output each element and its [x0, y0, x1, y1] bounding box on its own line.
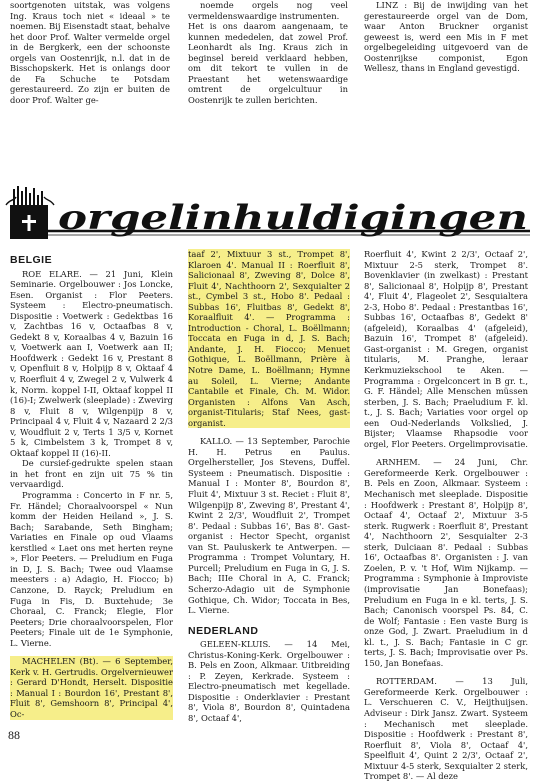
- column-2: [188, 249, 350, 724]
- entry-geleen-kluis: GELEEN-KLUIS. — 14 Mei, Christus-Koning-Kerk. Orgelbouwer : B. Pels en Zoon, Alkmaar. Uitbreiding : P. Zeyen, Kerkrade. Systeem : Electro-pneumatisch met kegellade. Dispositie : Onderklavier : Prestant 8', Viola 8', Bourdon 8', Quintadena 8', Octaaf 4',: [188, 639, 350, 723]
- entry-rotterdam: ROTTERDAM. — 13 Juli, Gereformeerde Kerk. Orgelbouwer : L. Verschueren C. V., Heijthuijsen. Adviseur : Dirk Jansz. Zwart. Systeem : Mechanisch met sleeplade. Dispositie : Hoofdwerk : Prestant 8', Roerfluit 8', Viola 8', Octaaf 4', Speelfluit 4', Quint 2 2/3', Octaaf 2', Mixtuur 4-5 sterk, Sexquialter 2 sterk, Trompet 8'. — Al deze: [364, 676, 528, 782]
- banner-title: orgelinhuldigingen: [58, 198, 528, 238]
- banner-artwork: [0, 185, 537, 245]
- column-1: [10, 249, 173, 720]
- top-column-3: [364, 0, 528, 74]
- entry-machelen-continued: taaf 2', Mixtuur 3 st., Trompet 8', Klaroen 4'. Manual II : Roerfluit 8', Salicionaal 8', Zweving 8', Dolce 8', Fluit 4', Nachthoorn 2', Sexquialter 2 st., Cymbel 3 st., Hobo 8'. Pedaal : Subbas 16', Fluitbas 8', Gedekt 8', Koraalfluit 4'. — Programma : Introduction - Choral, L. Boëllmann; Toccata en Fuga in d, J. S. Bach; Andante, J. H. Fiocco; Menuet Gothique, L. Boëllmann, Prière à Notre Dame, L. Boëllmann; Hymne au Soleil, L. Vierne; Andante Cantabile et Finale, Ch. M. Widor. Organisten : Alfons Van Asch, organist-Titularis; Staf Nees, gast-organist.: [188, 249, 350, 428]
- entry-geleen-continued: Roerfluit 4', Kwint 2 2/3', Octaaf 2', Mixtuur 2-5 sterk, Trompet 8'. Bovenklavier (in zwelkast) : Prestant 8', Salicionaal 8', Holpijp 8', Prestant 4', Fluit 4', Flageolet 2', Sesquialtera 2-3, Hobo 8'. Pedaal : Prestantbas 16', Subbas 16', Octaafbas 8', Gedekt 8' (afgeleid), Koraalbas 4' (afgeleid), Bazuin 16', Trompet 8' (afgeleid). Gast-organist : M. Gregen, organist titularis, M. Pranghe, leraar Kerkmuziekschool te Aken. — Programma : Orgelconcert in B gr. t., G. F. Händel; Alle Menschen müssen sterben, J. S. Bach; Praeludium F. kl. t., J. S. Bach; Variaties voor orgel op een Oud-Nederlands Volkslied, J. Bijster; Vlaamse Rhapsodie voor orgel, Flor Peeters. Orgelimprovisatie.: [364, 249, 528, 449]
- entry-roeselare: ROE ELARE. — 21 Juni, Klein Seminarie. Orgelbouwer : Jos Loncke, Esen. Organist : Flor Peeters. Systeem : Electro-pneumatisch. Dispositie : Voetwerk : Gedektbas 16 v, Zachtbas 16 v, Octaafbas 8 v, Gedekt 8 v, Koraalbas 4 v, Bazuin 16 v, Voetwerk aan I, Voetwerk aan II; Hoofdwerk : Gedekt 16 v, Prestant 8 v, Openfluit 8 v, Holpijp 8 v, Oktaaf 4 v, Roerfluit 4 v, Zwegel 2 v, Vulwerk 4 k, Norm. koppel I-II, Oktaaf koppel II (16)-I; Zwelwerk (sleeplade) : Zwevirg 8 v, Fluit 8 v, Wilgenpijp 8 v, Principaal 4 v, Fluit 4 v, Nazaard 2 2/3 v, Woudfluit 2 v, Terts 1 3/5 v, Kornet 5 k, Cimbelstem 3 k, Trompet 8 v, Oktaaf koppel II (16)-II.: [10, 268, 173, 458]
- entry-arnhem: ARNHEM. — 24 Juni, Chr. Gereformeerde Kerk. Orgelbouwer : B. Pels en Zoon, Alkmaar. Systeem : Mechanisch met sleeplade. Dispositie : Hoofdwerk : Prestant 8', Holpijp 8', Octaaf 4', Octaaf 2', Mixtuur 3-5 sterk. Rugwerk : Roerfluit 8', Prestant 4', Nachthoorn 2', Sesquialter 2-3 sterk, Dulciaan 8'. Pedaal : Subbas 16', Octaafbas 8'. Organisten : J. van Zoelen, P. v. 't Hof, Wim Nijkamp. — Programma : Symphonie à Improviste (improvisatie Jan Bonefaas); Preludium en Fuga in e kl. terts, J. S. Bach; Canonisch voorspel Ps. 84, C. de Wolf; Fantasie : Een vaste Burg is onze God, J. Zwart. Praeludium in d kl. t., J. S. Bach; Fantasie in C gr. terts, J. S. Bach; Improvisatie over Ps. 150, Jan Bonefaas.: [364, 457, 528, 668]
- top-column-1-text: soortgenoten uitstak, was volgens Ing. Kraus toch niet « ideaal » te noemen. Bij Eisenstadt staat, behalve het door Prof. Walter vermelde orgel in de Bergkerk, een der schoonste orgels van Oostenrijk, n.l. dat in de Bisschopskerk. Het is onlangs door de Fa Schuche te Potsdam gerestaureerd. Zo zijn er buiten de door Prof. Walter ge-: [10, 0, 170, 105]
- section-heading-belgie: BELGIE: [10, 254, 53, 266]
- column-3: [364, 249, 528, 782]
- entry-machelen: MACHELEN (Bt). — 6 September, Kerk v. H. Gertrudis. Orgelvernieuwer : Gerard D'Hondt, Herselt. Dispositie : Manual I : Bourdon 16', Prestant 8', Fluit 8', Gemshoorn 8', Principal 4', Oc-: [10, 656, 173, 719]
- organ-emblem-icon: [6, 186, 54, 239]
- section-banner: [0, 185, 537, 245]
- top-column-2: [188, 0, 348, 105]
- entry-kallo: KALLO. — 13 September, Parochie H. H. Petrus en Paulus. Orgelhersteller, Jos Stevens, Duffel. Systeem : Pneumatisch. Dispositie : Manual I : Monter 8', Bourdon 8', Fluit 4', Mixtuur 3 st. Reciet : Fluit 8', Wilgenpijp 8', Zweving 8', Prestant 4', Kwint 2 2/3', Woudfluit 2', Trompet 8'. Pedaal : Subbas 16', Bas 8'. Gast-organist : Hector Specht, organist van St. Pauluskerk te Antwerpen. — Programma : Trompet Voluntary, H. Purcell; Preludium en Fuga in G, J. S. Bach; IIIe Choral in A, C. Franck; Scherzo-Adagio uit de Symphonie Gothique, Ch. Widor; Toccata in Bes, L. Vierne.: [188, 436, 350, 616]
- top-column-2-text: noemde orgels nog veel vermeldenswaardige instrumenten. Het is ons daarom aangenaam, te kunnen mededelen, dat zowel Prof. Leonhardt als Ing. Kraus zich in beginsel bereid verklaard hebben, om dit tekort te vullen in de Praestant het wetenswaardige omtrent de orgelcultuur in Oostenrijk te zullen berichten.: [188, 0, 348, 105]
- program-roeselare: Programma : Concerto in F nr. 5, Fr. Händel; Choraalvoorspel « Nun komm der Heiden Heiland », J. S. Bach; Sarabande, Seth Bingham; Variaties en Finale op oud Vlaams kerstlied « Laet ons met herten reyne », Flor Peeters. — Preludium en Fuga in D, J. S. Bach; Twee oud Vlaamse meesters : a) Adagio, H. Fiocco; b) Canzone, D. Rayck; Preludium en Fuga in Fis, D. Buxtehude; 3e Choraal, C. Franck; Elegie, Flor Peeters; Drie choraalvoorspelen, Flor Peeters; Finale uit de 1e Symphonie, L. Vierne.: [10, 490, 173, 648]
- note-cursief: De cursief-gedrukte spelen staan in het front en zijn uit 75 % tin vervaardigd.: [10, 458, 173, 490]
- top-column-1: [10, 0, 170, 105]
- top-column-3-text: LINZ : Bij de inwijding van het gerestaureerde orgel van de Dom, waar Anton Bruckner organist geweest is, werd een Mis in F met orgelbegeleiding uitgevoerd van de Oostenrijkse componist, Egon Wellesz, thans in England gevestigd.: [364, 0, 528, 74]
- section-heading-nederland: NEDERLAND: [188, 624, 259, 637]
- page-number: 88: [8, 728, 20, 742]
